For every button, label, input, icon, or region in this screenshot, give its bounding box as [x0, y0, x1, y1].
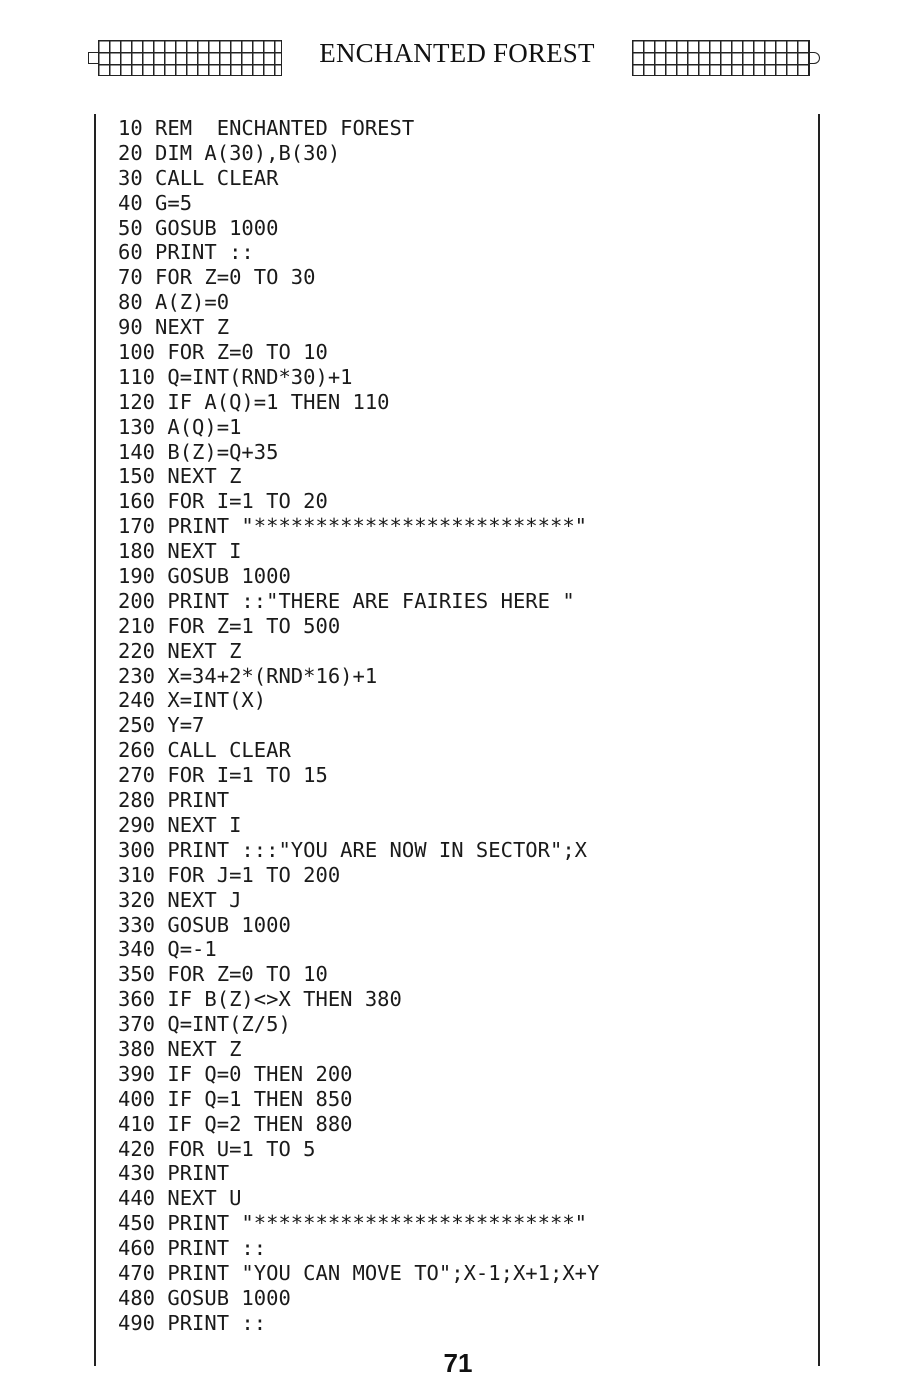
- code-line: 240 X=INT(X): [118, 688, 267, 713]
- code-line: 220 NEXT Z: [118, 638, 242, 663]
- code-line: 20 DIM A(30),B(30): [118, 140, 341, 165]
- code-line: 200 PRINT ::"THERE ARE FAIRIES HERE ": [118, 588, 575, 613]
- page-title: ENCHANTED FOREST: [319, 38, 595, 68]
- code-line: 260 CALL CLEAR: [118, 738, 291, 763]
- code-line: 170 PRINT "**************************": [118, 514, 587, 539]
- code-line: 390 IF Q=0 THEN 200: [118, 1061, 353, 1086]
- code-line: 350 FOR Z=0 TO 10: [118, 962, 328, 987]
- code-line: 300 PRINT :::"YOU ARE NOW IN SECTOR";X: [118, 837, 587, 862]
- page-number: 71: [443, 1348, 473, 1378]
- code-line: 50 GOSUB 1000: [118, 215, 279, 240]
- left-margin-rule: [94, 114, 96, 1366]
- code-line: 60 PRINT ::: [118, 240, 254, 265]
- code-line: 460 PRINT ::: [118, 1236, 267, 1261]
- header-grid-end-left: [88, 52, 98, 64]
- header-grid-left: [98, 40, 282, 76]
- header-grid-right: [632, 40, 810, 76]
- code-line: 310 FOR J=1 TO 200: [118, 862, 341, 887]
- code-line: 320 NEXT J: [118, 887, 242, 912]
- code-line: 180 NEXT I: [118, 539, 242, 564]
- code-line: 230 X=34+2*(RND*16)+1: [118, 663, 378, 688]
- code-line: 360 IF B(Z)<>X THEN 380: [118, 987, 402, 1012]
- code-line: 120 IF A(Q)=1 THEN 110: [118, 389, 390, 414]
- code-line: 280 PRINT: [118, 788, 230, 813]
- code-line: 340 Q=-1: [118, 937, 217, 962]
- code-line: 90 NEXT Z: [118, 315, 230, 340]
- code-line: 420 FOR U=1 TO 5: [118, 1136, 316, 1161]
- right-margin-rule: [818, 114, 820, 1366]
- code-line: 40 G=5: [118, 190, 193, 215]
- code-line: 330 GOSUB 1000: [118, 912, 291, 937]
- code-line: 100 FOR Z=0 TO 10: [118, 340, 328, 365]
- code-line: 400 IF Q=1 THEN 850: [118, 1086, 353, 1111]
- code-line: 430 PRINT: [118, 1161, 230, 1186]
- code-line: 10 REM ENCHANTED FOREST: [118, 116, 415, 140]
- code-line: 410 IF Q=2 THEN 880: [118, 1111, 353, 1136]
- code-line: 190 GOSUB 1000: [118, 564, 291, 589]
- code-line: 80 A(Z)=0: [118, 290, 230, 315]
- code-line: 480 GOSUB 1000: [118, 1285, 291, 1310]
- code-line: 30 CALL CLEAR: [118, 165, 279, 190]
- code-line: 130 A(Q)=1: [118, 414, 242, 439]
- program-listing: [118, 116, 599, 1336]
- code-line: 150 NEXT Z: [118, 464, 242, 489]
- code-line: 250 Y=7: [118, 713, 205, 738]
- code-line: 470 PRINT "YOU CAN MOVE TO";X-1;X+1;X+Y: [118, 1260, 600, 1285]
- code-line: 380 NEXT Z: [118, 1036, 242, 1061]
- code-line: 270 FOR I=1 TO 15: [118, 763, 328, 788]
- code-line: 290 NEXT I: [118, 812, 242, 837]
- code-line: 140 B(Z)=Q+35: [118, 439, 279, 464]
- code-line: 110 Q=INT(RND*30)+1: [118, 364, 353, 389]
- code-line: 70 FOR Z=0 TO 30: [118, 265, 316, 290]
- code-line: 210 FOR Z=1 TO 500: [118, 613, 341, 638]
- code-line: 450 PRINT "**************************": [118, 1211, 587, 1236]
- code-line: 160 FOR I=1 TO 20: [118, 489, 328, 514]
- code-line: 370 Q=INT(Z/5): [118, 1012, 291, 1037]
- code-line: 490 PRINT ::: [118, 1310, 267, 1335]
- header-grid-end-right: [810, 52, 820, 64]
- code-line: 440 NEXT U: [118, 1186, 242, 1211]
- page-header: [88, 30, 824, 80]
